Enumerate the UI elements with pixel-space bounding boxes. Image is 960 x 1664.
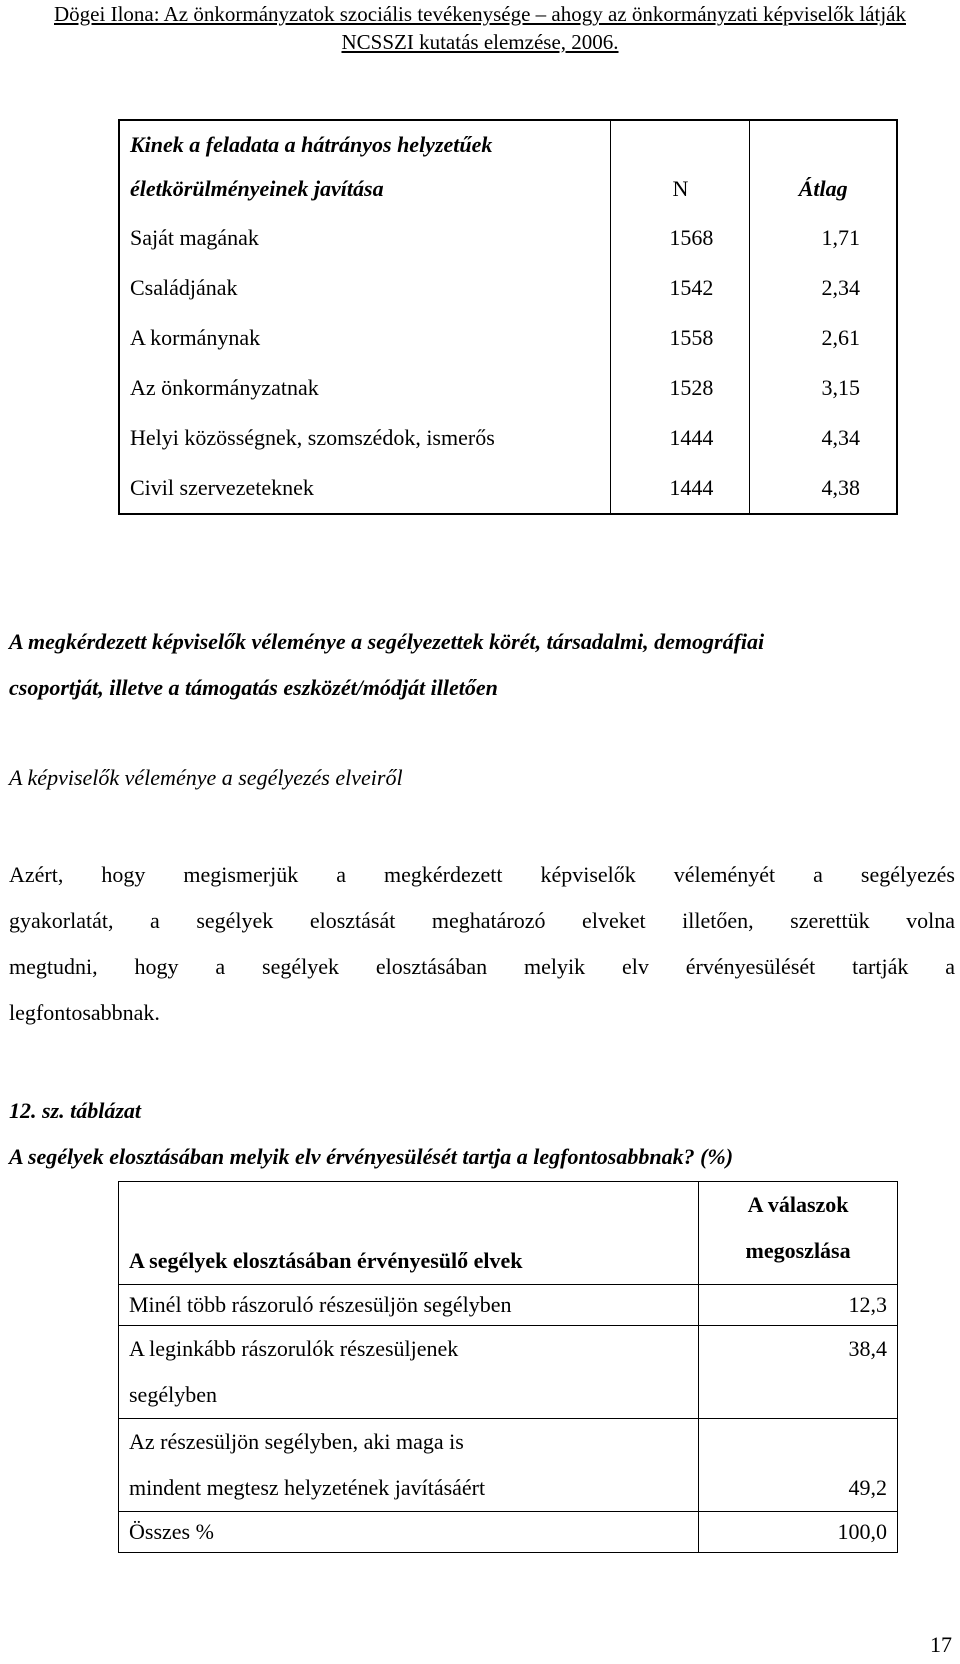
row-avg: 3,15: [750, 363, 897, 413]
section-heading: [9, 619, 955, 711]
row-avg: 2,34: [750, 263, 897, 313]
row-value: 100,0: [699, 1512, 898, 1553]
page-header: [0, 0, 960, 56]
header-line-1: Dögei Ilona: Az önkormányzatok szociális tevékenysége – ahogy az önkormányzati képviselők látják: [54, 2, 906, 26]
section-heading-line-1: A megkérdezett képviselők véleménye a segélyezettek körét, társadalmi, demográfiai: [9, 629, 765, 654]
paragraph-line: megtudni, hogy a segélyek elosztásában melyik elv érvényesülését tartják a: [9, 954, 955, 979]
col-distribution-header: A válaszok megoszlása: [699, 1182, 898, 1285]
table-header-label-2: életkörülményeinek javítása: [119, 169, 611, 213]
row-n: 1558: [611, 313, 750, 363]
table-row: [119, 463, 897, 514]
row-label: Minél több rászoruló részesüljön segélyben: [119, 1285, 699, 1326]
row-label: Civil szervezeteknek: [119, 463, 611, 514]
table-row: [119, 1326, 898, 1419]
table-caption: [9, 1088, 955, 1180]
col-principles-header: A segélyek elosztásában érvényesülő elvek: [119, 1182, 699, 1285]
row-label: Összes %: [119, 1512, 699, 1553]
row-value: 38,4: [699, 1326, 898, 1419]
row-avg: 1,71: [750, 213, 897, 263]
section-heading-line-2: csoportját, illetve a támogatás eszközét/módját illetően: [9, 675, 498, 700]
row-avg: 4,34: [750, 413, 897, 463]
table-number: 12. sz. táblázat: [9, 1098, 142, 1123]
row-label: Családjának: [119, 263, 611, 313]
table-header-row: [119, 120, 897, 169]
row-n: 1444: [611, 413, 750, 463]
page-number: 17: [930, 1632, 952, 1657]
paragraph-line: Azért, hogy megismerjük a megkérdezett képviselők véleményét a segélyezés: [9, 862, 955, 887]
body-paragraph: [9, 852, 955, 1036]
row-n: 1444: [611, 463, 750, 514]
table-row: [119, 1512, 898, 1553]
row-n: 1542: [611, 263, 750, 313]
responsibility-table: [118, 119, 898, 515]
table-row: [119, 313, 897, 363]
row-label: Saját magának: [119, 213, 611, 263]
row-value: 49,2: [699, 1419, 898, 1512]
table-title: A segélyek elosztásában melyik elv érvényesülését tartja a legfontosabbnak? (%): [9, 1144, 734, 1169]
table-row: [119, 263, 897, 313]
subheading: A képviselők véleménye a segélyezés elveiről: [9, 765, 403, 790]
row-label: Helyi közösségnek, szomszédok, ismerős: [119, 413, 611, 463]
row-value: 12,3: [699, 1285, 898, 1326]
row-label: Az részesüljön segélyben, aki maga is mindent megtesz helyzetének javításáért: [119, 1419, 699, 1512]
row-n: 1528: [611, 363, 750, 413]
row-avg: 4,38: [750, 463, 897, 514]
col-n-header: N: [611, 169, 750, 213]
principles-table: [118, 1181, 898, 1553]
paragraph-line: legfontosabbnak.: [9, 1000, 160, 1025]
header-line-2: NCSSZI kutatás elemzése, 2006.: [341, 30, 619, 54]
table-header-row: [119, 1182, 898, 1285]
row-avg: 2,61: [750, 313, 897, 363]
table-row: [119, 363, 897, 413]
row-n: 1568: [611, 213, 750, 263]
table-row: [119, 413, 897, 463]
paragraph-line: gyakorlatát, a segélyek elosztását meghatározó elveket illetően, szerettük volna: [9, 908, 955, 933]
table-header-row: [119, 169, 897, 213]
row-label: A kormánynak: [119, 313, 611, 363]
row-label: A leginkább rászorulók részesüljenek segélyben: [119, 1326, 699, 1419]
row-label: Az önkormányzatnak: [119, 363, 611, 413]
table-header-label-1: Kinek a feladata a hátrányos helyzetűek: [119, 120, 611, 169]
table-row: [119, 1419, 898, 1512]
table-row: [119, 1285, 898, 1326]
col-avg-header: Átlag: [750, 169, 897, 213]
table-row: [119, 213, 897, 263]
